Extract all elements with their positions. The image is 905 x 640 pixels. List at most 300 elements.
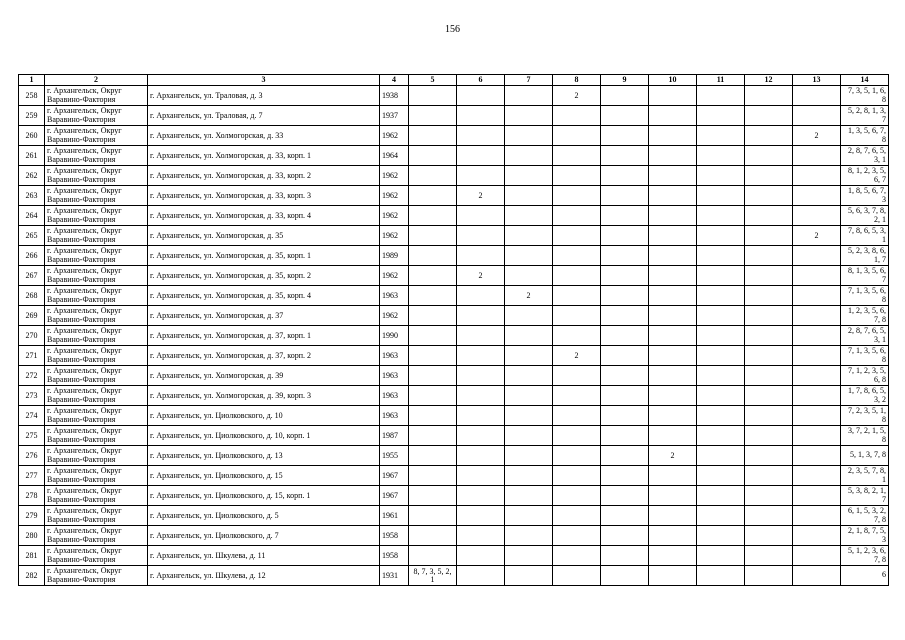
col6-cell xyxy=(457,166,505,186)
col6-cell xyxy=(457,566,505,586)
col9-cell xyxy=(601,166,649,186)
col7-cell xyxy=(505,546,553,566)
district-cell: г. Архангельск, Округ Варавино-Фактория xyxy=(45,566,148,586)
col11-cell xyxy=(697,186,745,206)
column-header-10: 10 xyxy=(649,75,697,86)
col7-cell xyxy=(505,386,553,406)
col10-cell xyxy=(649,266,697,286)
column-header-14: 14 xyxy=(841,75,889,86)
col6-cell xyxy=(457,386,505,406)
address-cell: г. Архангельск, ул. Шкулева, д. 11 xyxy=(148,546,380,566)
col5-cell xyxy=(409,186,457,206)
column-header-7: 7 xyxy=(505,75,553,86)
col7-cell xyxy=(505,526,553,546)
col11-cell xyxy=(697,506,745,526)
col5-cell xyxy=(409,446,457,466)
col7-cell xyxy=(505,346,553,366)
district-cell: г. Архангельск, Округ Варавино-Фактория xyxy=(45,546,148,566)
address-cell: г. Архангельск, ул. Холмогорская, д. 33, корп. 2 xyxy=(148,166,380,186)
address-cell: г. Архангельск, ул. Циолковского, д. 13 xyxy=(148,446,380,466)
col5-cell: 8, 7, 3, 5, 2, 1 xyxy=(409,566,457,586)
col9-cell xyxy=(601,106,649,126)
col14-cell: 2, 3, 5, 7, 8, 1 xyxy=(841,466,889,486)
table-row xyxy=(19,126,889,146)
col10-cell xyxy=(649,86,697,106)
col12-cell xyxy=(745,446,793,466)
col6-cell xyxy=(457,526,505,546)
col9-cell xyxy=(601,426,649,446)
row-number: 268 xyxy=(19,286,45,306)
col9-cell xyxy=(601,386,649,406)
col8-cell xyxy=(553,146,601,166)
col7-cell xyxy=(505,366,553,386)
col9-cell xyxy=(601,546,649,566)
col13-cell xyxy=(793,106,841,126)
col14-cell: 5, 1, 3, 7, 8 xyxy=(841,446,889,466)
col10-cell xyxy=(649,186,697,206)
year-cell: 1963 xyxy=(380,386,409,406)
district-cell: г. Архангельск, Округ Варавино-Фактория xyxy=(45,106,148,126)
col13-cell xyxy=(793,546,841,566)
address-cell: г. Архангельск, ул. Циолковского, д. 7 xyxy=(148,526,380,546)
column-header-8: 8 xyxy=(553,75,601,86)
table-header-row xyxy=(19,75,889,86)
col9-cell xyxy=(601,446,649,466)
column-header-12: 12 xyxy=(745,75,793,86)
row-number: 275 xyxy=(19,426,45,446)
col14-cell: 6 xyxy=(841,566,889,586)
col8-cell xyxy=(553,566,601,586)
col8-cell: 2 xyxy=(553,86,601,106)
col12-cell xyxy=(745,306,793,326)
col9-cell xyxy=(601,326,649,346)
col12-cell xyxy=(745,346,793,366)
col14-cell: 7, 3, 5, 1, 6, 8 xyxy=(841,86,889,106)
district-cell: г. Архангельск, Округ Варавино-Фактория xyxy=(45,326,148,346)
col10-cell xyxy=(649,566,697,586)
col7-cell xyxy=(505,166,553,186)
district-cell: г. Архангельск, Округ Варавино-Фактория xyxy=(45,266,148,286)
col13-cell xyxy=(793,466,841,486)
district-cell: г. Архангельск, Округ Варавино-Фактория xyxy=(45,406,148,426)
col5-cell xyxy=(409,246,457,266)
address-cell: г. Архангельск, ул. Холмогорская, д. 39 xyxy=(148,366,380,386)
table-row xyxy=(19,446,889,466)
row-number: 270 xyxy=(19,326,45,346)
district-cell: г. Архангельск, Округ Варавино-Фактория xyxy=(45,366,148,386)
col14-cell: 5, 2, 8, 1, 3, 7 xyxy=(841,106,889,126)
col12-cell xyxy=(745,426,793,446)
row-number: 264 xyxy=(19,206,45,226)
district-cell: г. Архангельск, Округ Варавино-Фактория xyxy=(45,206,148,226)
col9-cell xyxy=(601,86,649,106)
row-number: 277 xyxy=(19,466,45,486)
table-row xyxy=(19,566,889,586)
col13-cell: 2 xyxy=(793,226,841,246)
col14-cell: 5, 6, 3, 7, 8, 2, 1 xyxy=(841,206,889,226)
col8-cell xyxy=(553,186,601,206)
address-cell: г. Архангельск, ул. Холмогорская, д. 33, корп. 3 xyxy=(148,186,380,206)
col7-cell xyxy=(505,206,553,226)
col13-cell xyxy=(793,386,841,406)
col11-cell xyxy=(697,546,745,566)
col12-cell xyxy=(745,486,793,506)
col10-cell xyxy=(649,386,697,406)
col7-cell xyxy=(505,146,553,166)
col10-cell xyxy=(649,126,697,146)
col13-cell xyxy=(793,146,841,166)
col10-cell xyxy=(649,106,697,126)
address-cell: г. Архангельск, ул. Холмогорская, д. 37, корп. 1 xyxy=(148,326,380,346)
year-cell: 1958 xyxy=(380,526,409,546)
table-row xyxy=(19,266,889,286)
district-cell: г. Архангельск, Округ Варавино-Фактория xyxy=(45,226,148,246)
table-row xyxy=(19,306,889,326)
col8-cell xyxy=(553,306,601,326)
col8-cell xyxy=(553,486,601,506)
col14-cell: 7, 1, 3, 5, 6, 8 xyxy=(841,346,889,366)
col11-cell xyxy=(697,286,745,306)
col6-cell xyxy=(457,206,505,226)
col8-cell xyxy=(553,466,601,486)
year-cell: 1963 xyxy=(380,406,409,426)
col9-cell xyxy=(601,526,649,546)
col12-cell xyxy=(745,246,793,266)
year-cell: 1962 xyxy=(380,166,409,186)
col12-cell xyxy=(745,506,793,526)
address-cell: г. Архангельск, ул. Циолковского, д. 5 xyxy=(148,506,380,526)
col5-cell xyxy=(409,486,457,506)
col11-cell xyxy=(697,126,745,146)
col9-cell xyxy=(601,506,649,526)
col11-cell xyxy=(697,226,745,246)
address-cell: г. Архангельск, ул. Шкулева, д. 12 xyxy=(148,566,380,586)
col9-cell xyxy=(601,566,649,586)
col8-cell xyxy=(553,246,601,266)
row-number: 263 xyxy=(19,186,45,206)
district-cell: г. Архангельск, Округ Варавино-Фактория xyxy=(45,386,148,406)
table-row xyxy=(19,166,889,186)
col12-cell xyxy=(745,566,793,586)
year-cell: 1964 xyxy=(380,146,409,166)
col5-cell xyxy=(409,266,457,286)
col14-cell: 1, 8, 5, 6, 7, 3 xyxy=(841,186,889,206)
col12-cell xyxy=(745,206,793,226)
year-cell: 1937 xyxy=(380,106,409,126)
year-cell: 1961 xyxy=(380,506,409,526)
col14-cell: 2, 8, 7, 6, 5, 3, 1 xyxy=(841,146,889,166)
col13-cell xyxy=(793,426,841,446)
col10-cell xyxy=(649,166,697,186)
table-row xyxy=(19,366,889,386)
year-cell: 1955 xyxy=(380,446,409,466)
col8-cell xyxy=(553,406,601,426)
col10-cell xyxy=(649,546,697,566)
col5-cell xyxy=(409,146,457,166)
table-row xyxy=(19,506,889,526)
column-header-1: 1 xyxy=(19,75,45,86)
row-number: 266 xyxy=(19,246,45,266)
col12-cell xyxy=(745,406,793,426)
district-cell: г. Архангельск, Округ Варавино-Фактория xyxy=(45,286,148,306)
col12-cell xyxy=(745,146,793,166)
col9-cell xyxy=(601,226,649,246)
row-number: 265 xyxy=(19,226,45,246)
col11-cell xyxy=(697,566,745,586)
col5-cell xyxy=(409,86,457,106)
col7-cell xyxy=(505,106,553,126)
col5-cell xyxy=(409,346,457,366)
column-header-2: 2 xyxy=(45,75,148,86)
table-row xyxy=(19,226,889,246)
col5-cell xyxy=(409,306,457,326)
col12-cell xyxy=(745,526,793,546)
col12-cell xyxy=(745,326,793,346)
row-number: 273 xyxy=(19,386,45,406)
col14-cell: 1, 3, 5, 6, 7, 8 xyxy=(841,126,889,146)
col5-cell xyxy=(409,466,457,486)
col9-cell xyxy=(601,206,649,226)
col12-cell xyxy=(745,186,793,206)
table-row xyxy=(19,486,889,506)
col5-cell xyxy=(409,206,457,226)
col13-cell: 2 xyxy=(793,126,841,146)
col6-cell xyxy=(457,306,505,326)
col8-cell xyxy=(553,546,601,566)
year-cell: 1963 xyxy=(380,366,409,386)
column-header-11: 11 xyxy=(697,75,745,86)
table-row xyxy=(19,206,889,226)
col5-cell xyxy=(409,166,457,186)
col11-cell xyxy=(697,146,745,166)
col11-cell xyxy=(697,446,745,466)
col6-cell xyxy=(457,446,505,466)
col12-cell xyxy=(745,126,793,146)
col13-cell xyxy=(793,86,841,106)
col7-cell xyxy=(505,486,553,506)
col14-cell: 8, 1, 2, 3, 5, 6, 7 xyxy=(841,166,889,186)
col5-cell xyxy=(409,526,457,546)
year-cell: 1967 xyxy=(380,486,409,506)
row-number: 260 xyxy=(19,126,45,146)
col14-cell: 7, 8, 6, 5, 3, 1 xyxy=(841,226,889,246)
col11-cell xyxy=(697,86,745,106)
col8-cell xyxy=(553,506,601,526)
col10-cell xyxy=(649,346,697,366)
col7-cell xyxy=(505,306,553,326)
district-cell: г. Архангельск, Округ Варавино-Фактория xyxy=(45,426,148,446)
col5-cell xyxy=(409,286,457,306)
col13-cell xyxy=(793,506,841,526)
col7-cell xyxy=(505,326,553,346)
year-cell: 1962 xyxy=(380,306,409,326)
address-cell: г. Архангельск, ул. Холмогорская, д. 35, корп. 1 xyxy=(148,246,380,266)
district-cell: г. Архангельск, Округ Варавино-Фактория xyxy=(45,526,148,546)
column-header-5: 5 xyxy=(409,75,457,86)
col7-cell xyxy=(505,186,553,206)
col13-cell xyxy=(793,326,841,346)
col7-cell xyxy=(505,86,553,106)
row-number: 278 xyxy=(19,486,45,506)
col8-cell xyxy=(553,106,601,126)
col5-cell xyxy=(409,386,457,406)
col6-cell xyxy=(457,146,505,166)
table-row xyxy=(19,246,889,266)
col13-cell xyxy=(793,486,841,506)
col7-cell xyxy=(505,506,553,526)
col9-cell xyxy=(601,346,649,366)
col8-cell: 2 xyxy=(553,346,601,366)
col14-cell: 3, 7, 2, 1, 5, 8 xyxy=(841,426,889,446)
col11-cell xyxy=(697,406,745,426)
col14-cell: 1, 2, 3, 5, 6, 7, 8 xyxy=(841,306,889,326)
col10-cell xyxy=(649,426,697,446)
col7-cell xyxy=(505,426,553,446)
col6-cell: 2 xyxy=(457,266,505,286)
col6-cell xyxy=(457,406,505,426)
col6-cell xyxy=(457,326,505,346)
year-cell: 1963 xyxy=(380,346,409,366)
col7-cell: 2 xyxy=(505,286,553,306)
row-number: 258 xyxy=(19,86,45,106)
col11-cell xyxy=(697,206,745,226)
district-cell: г. Архангельск, Округ Варавино-Фактория xyxy=(45,186,148,206)
col7-cell xyxy=(505,466,553,486)
page-number: 156 xyxy=(445,24,460,35)
col14-cell: 2, 1, 8, 7, 5, 3 xyxy=(841,526,889,546)
col13-cell xyxy=(793,286,841,306)
col10-cell: 2 xyxy=(649,446,697,466)
col8-cell xyxy=(553,166,601,186)
column-header-9: 9 xyxy=(601,75,649,86)
column-header-3: 3 xyxy=(148,75,380,86)
col14-cell: 5, 1, 2, 3, 6, 7, 8 xyxy=(841,546,889,566)
table-row xyxy=(19,86,889,106)
col10-cell xyxy=(649,366,697,386)
col9-cell xyxy=(601,286,649,306)
col14-cell: 7, 1, 3, 5, 6, 8 xyxy=(841,286,889,306)
col6-cell xyxy=(457,246,505,266)
col8-cell xyxy=(553,226,601,246)
row-number: 262 xyxy=(19,166,45,186)
col9-cell xyxy=(601,126,649,146)
col14-cell: 7, 2, 3, 5, 1, 8 xyxy=(841,406,889,426)
address-cell: г. Архангельск, ул. Холмогорская, д. 33, корп. 4 xyxy=(148,206,380,226)
col5-cell xyxy=(409,226,457,246)
col10-cell xyxy=(649,226,697,246)
row-number: 267 xyxy=(19,266,45,286)
district-cell: г. Архангельск, Округ Варавино-Фактория xyxy=(45,246,148,266)
col10-cell xyxy=(649,526,697,546)
col10-cell xyxy=(649,146,697,166)
year-cell: 1962 xyxy=(380,206,409,226)
col11-cell xyxy=(697,326,745,346)
address-cell: г. Архангельск, ул. Холмогорская, д. 35, корп. 4 xyxy=(148,286,380,306)
col11-cell xyxy=(697,106,745,126)
col11-cell xyxy=(697,526,745,546)
row-number: 274 xyxy=(19,406,45,426)
district-cell: г. Архангельск, Округ Варавино-Фактория xyxy=(45,466,148,486)
col5-cell xyxy=(409,106,457,126)
col5-cell xyxy=(409,366,457,386)
district-cell: г. Архангельск, Округ Варавино-Фактория xyxy=(45,506,148,526)
col10-cell xyxy=(649,486,697,506)
col8-cell xyxy=(553,446,601,466)
col11-cell xyxy=(697,486,745,506)
row-number: 281 xyxy=(19,546,45,566)
row-number: 269 xyxy=(19,306,45,326)
col13-cell xyxy=(793,206,841,226)
col6-cell xyxy=(457,486,505,506)
col8-cell xyxy=(553,366,601,386)
address-cell: г. Архангельск, ул. Холмогорская, д. 33, корп. 1 xyxy=(148,146,380,166)
col6-cell xyxy=(457,506,505,526)
col11-cell xyxy=(697,346,745,366)
col14-cell: 8, 1, 3, 5, 6, 7 xyxy=(841,266,889,286)
col11-cell xyxy=(697,166,745,186)
table-row xyxy=(19,406,889,426)
table-row xyxy=(19,546,889,566)
col6-cell xyxy=(457,126,505,146)
row-number: 261 xyxy=(19,146,45,166)
table-row xyxy=(19,326,889,346)
year-cell: 1967 xyxy=(380,466,409,486)
col9-cell xyxy=(601,486,649,506)
col13-cell xyxy=(793,166,841,186)
col8-cell xyxy=(553,426,601,446)
col8-cell xyxy=(553,126,601,146)
col12-cell xyxy=(745,386,793,406)
district-cell: г. Архангельск, Округ Варавино-Фактория xyxy=(45,166,148,186)
address-cell: г. Архангельск, ул. Холмогорская, д. 37 xyxy=(148,306,380,326)
col14-cell: 5, 2, 3, 8, 6, 1, 7 xyxy=(841,246,889,266)
row-number: 282 xyxy=(19,566,45,586)
col5-cell xyxy=(409,406,457,426)
column-header-6: 6 xyxy=(457,75,505,86)
col11-cell xyxy=(697,466,745,486)
col14-cell: 2, 8, 7, 6, 5, 3, 1 xyxy=(841,326,889,346)
col12-cell xyxy=(745,106,793,126)
col8-cell xyxy=(553,286,601,306)
col11-cell xyxy=(697,426,745,446)
year-cell: 1990 xyxy=(380,326,409,346)
col9-cell xyxy=(601,186,649,206)
table-row xyxy=(19,286,889,306)
col5-cell xyxy=(409,546,457,566)
address-cell: г. Архангельск, ул. Траловая, д. 7 xyxy=(148,106,380,126)
address-cell: г. Архангельск, ул. Холмогорская, д. 33 xyxy=(148,126,380,146)
col9-cell xyxy=(601,246,649,266)
year-cell: 1987 xyxy=(380,426,409,446)
col12-cell xyxy=(745,366,793,386)
district-cell: г. Архангельск, Округ Варавино-Фактория xyxy=(45,346,148,366)
col12-cell xyxy=(745,226,793,246)
col13-cell xyxy=(793,406,841,426)
col11-cell xyxy=(697,306,745,326)
year-cell: 1962 xyxy=(380,126,409,146)
column-header-13: 13 xyxy=(793,75,841,86)
district-cell: г. Архангельск, Округ Варавино-Фактория xyxy=(45,446,148,466)
col6-cell xyxy=(457,226,505,246)
col6-cell xyxy=(457,286,505,306)
address-cell: г. Архангельск, ул. Циолковского, д. 15 xyxy=(148,466,380,486)
col6-cell xyxy=(457,466,505,486)
year-cell: 1962 xyxy=(380,186,409,206)
col11-cell xyxy=(697,266,745,286)
district-cell: г. Архангельск, Округ Варавино-Фактория xyxy=(45,486,148,506)
address-cell: г. Архангельск, ул. Циолковского, д. 10 xyxy=(148,406,380,426)
col5-cell xyxy=(409,326,457,346)
